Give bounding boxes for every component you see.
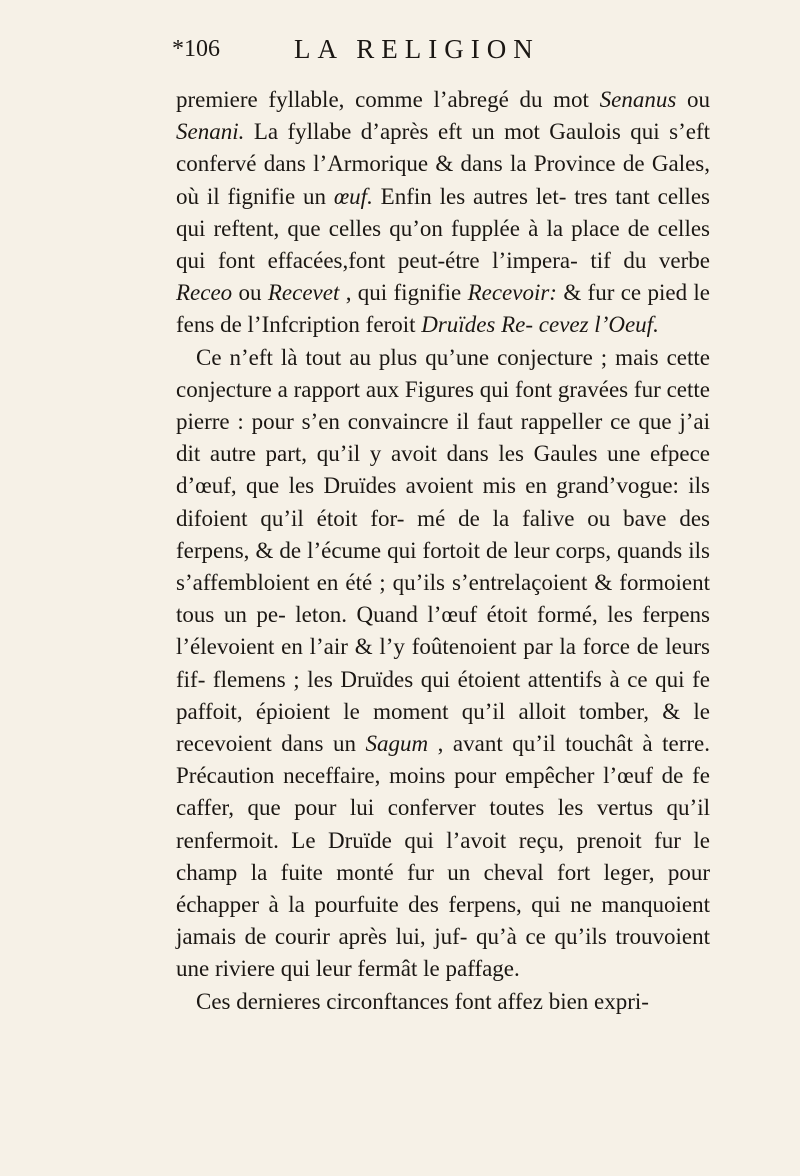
text-segment: Ces dernieres circonftances font affez bien expri- (196, 988, 649, 1014)
italic-term: Sagum (365, 731, 429, 757)
italic-term: Senanus (599, 87, 677, 112)
paragraph (176, 342, 710, 986)
italic-term: œuf. (333, 183, 373, 209)
text-segment: & fur ce pied le fens de l’Infcription feroit (176, 280, 711, 338)
line (176, 986, 710, 1018)
text-segment: Enfin les autres let- tres tant celles qui reftent, que celles qu’on fupplée à la place de celles qui font effacées,font peut-étre l’impera- tif du verbe (176, 183, 710, 274)
text-segment: , qui fignifie (345, 280, 468, 306)
italic-term: Receo (176, 280, 233, 306)
italic-term: Druïdes Re- cevez l’Oeuf. (421, 312, 659, 338)
italic-term: Recevoir: (467, 280, 557, 306)
line (176, 342, 710, 986)
text-segment: Ce n’eft là tout au plus qu’une conjecture ; mais cette conjecture a rapport aux Figures qui font gravées fur cette pierre : pour s’en convaincre il faut rappeller ce que j’ai dit autre part, qu’il y avoit dans les Gaules une efpece d’œuf, que les Druïdes avoient mis en grand’vogue: ils difoient qu’il étoit for- mé de la falive ou bave des ferpens, & de l’écume qui fortoit de leur corps, quands ils s’affembloient en été ; qu’ils s’entrelaçoient & formoient tous un pe- leton. Quand l’œuf étoit formé, les ferpens l’élevoient en l’air & l’y foûtenoient par la force de leurs fif- flemens ; les Druïdes qui étoient attentifs à ce qui fe paffoit, épioient le moment qu’il alloit tomber, & le recevoient dans un (176, 344, 710, 757)
text-segment: premiere fyllable, comme l’abregé du mot (176, 87, 600, 112)
paragraph (176, 986, 710, 1018)
italic-term: Recevet (267, 280, 340, 306)
text-segment: ou (238, 280, 268, 306)
paragraph (176, 84, 710, 342)
line (176, 84, 710, 342)
page-number: *106 (172, 36, 220, 62)
running-title: LA RELIGION (294, 34, 540, 64)
page-header (172, 30, 712, 70)
body-text (176, 84, 710, 1018)
text-segment: ou (687, 87, 710, 112)
italic-term: Senani. (176, 119, 245, 145)
text-segment: La fyllabe d’après eft un mot Gaulois qui s’eft confervé dans l’Armorique & dans la Province de Gales, où il fignifie un (176, 119, 710, 209)
text-segment: , avant qu’il touchât à terre. Précaution neceffaire, moins pour empêcher l’œuf de fe caffer, que pour lui conferver toutes les vertus qu’il renfermoit. Le Druïde qui l’avoit reçu, prenoit fur le champ la fuite monté fur un cheval fort leger, pour échapper à la pourfuite des ferpens, qui ne manquoient jamais de courir après lui, juf- qu’à ce qu’ils trouvoient une riviere qui leur fermât le paffage. (176, 731, 711, 982)
